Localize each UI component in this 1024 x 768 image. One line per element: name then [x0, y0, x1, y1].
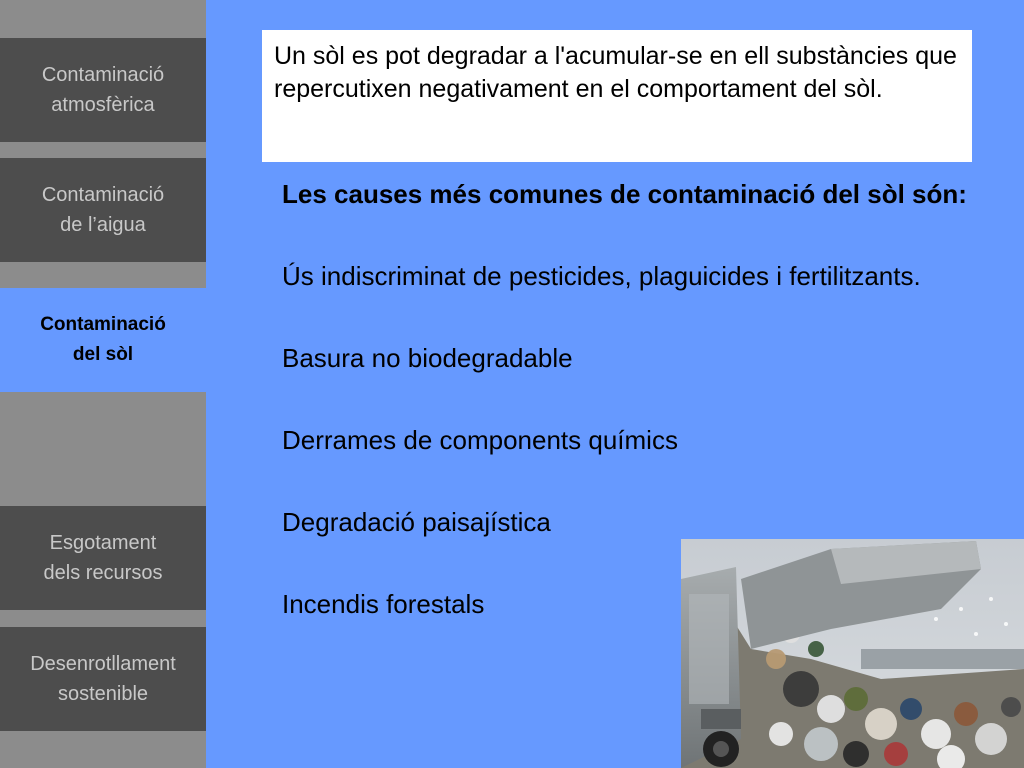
cause-item: Degradació paisajística — [282, 507, 551, 537]
nav-item-contaminacio-atmosferica[interactable]: Contaminació atmosfèrica — [0, 38, 206, 142]
garbage-truck-landfill-image — [681, 539, 1024, 768]
intro-box: Un sòl es pot degradar a l'acumular-se en ell substàncies que repercutixen negativament en el comportament del sòl. — [262, 30, 972, 162]
nav-item-esgotament-recursos[interactable]: Esgotament dels recursos — [0, 506, 206, 610]
nav-spacer — [0, 392, 206, 504]
causes-heading: Les causes més comunes de contaminació del sòl són: — [282, 179, 967, 209]
cause-item: Ús indiscriminat de pesticides, plaguicides i fertilitzants. — [282, 261, 921, 291]
nav-item-contaminacio-sol[interactable]: Contaminació del sòl — [0, 288, 206, 392]
nav-item-contaminacio-aigua[interactable]: Contaminació de l’aigua — [0, 158, 206, 262]
sidebar — [0, 0, 206, 768]
cause-item: Incendis forestals — [282, 589, 485, 619]
cause-item: Basura no biodegradable — [282, 343, 573, 373]
nav-item-desenrotllament-sostenible[interactable]: Desenrotllament sostenible — [0, 627, 206, 731]
cause-item: Derrames de components químics — [282, 425, 678, 455]
